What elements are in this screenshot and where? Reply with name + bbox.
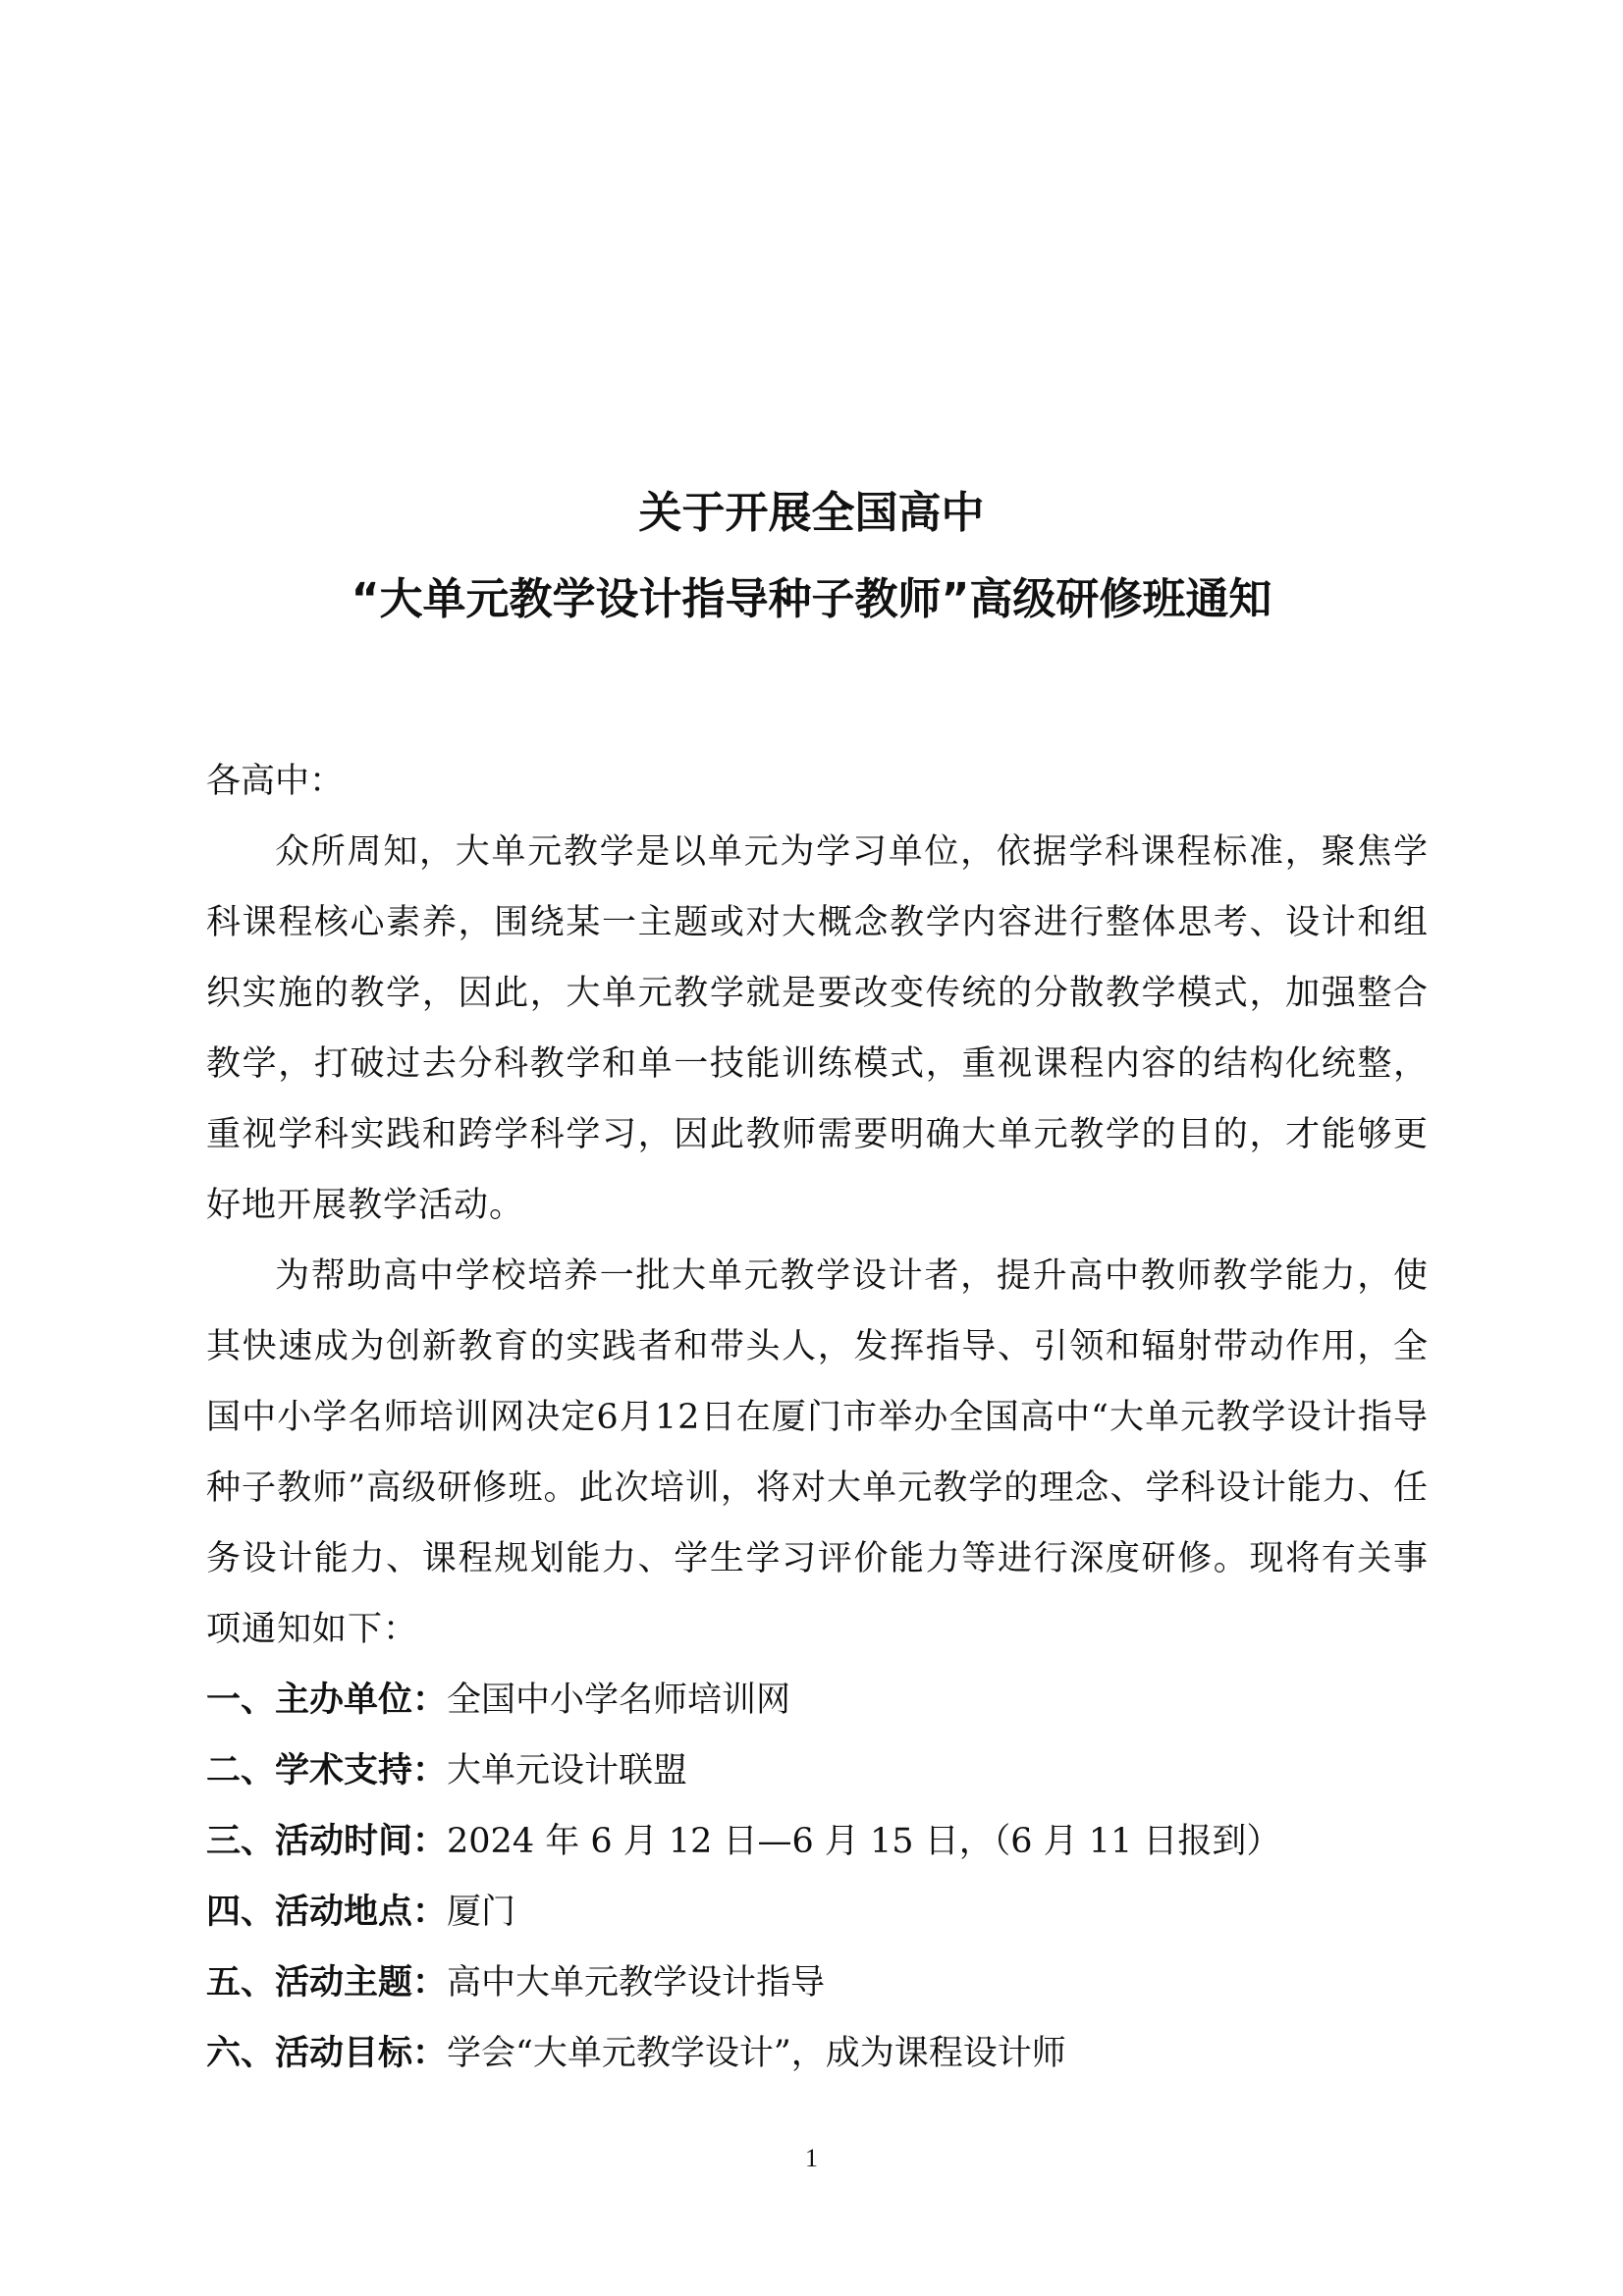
item-label: 三、活动时间：	[206, 1822, 448, 1861]
item-label: 四、活动地点：	[206, 1893, 448, 1932]
salutation: 各高中：	[206, 762, 345, 801]
item-value: 高中大单元教学设计指导	[447, 1963, 826, 2002]
item-label: 二、学术支持：	[206, 1751, 448, 1790]
title-line-1: 关于开展全国高中	[638, 488, 985, 538]
item-activity-time	[206, 1806, 1429, 1877]
item-value: 全国中小学名师培训网	[447, 1681, 791, 1720]
item-activity-location	[206, 1877, 1429, 1948]
item-label: 一、主办单位：	[206, 1681, 448, 1720]
paragraph-intro: 众所周知，大单元教学是以单元为学习单位，依据学科课程标准，聚焦学科课程核心素养，围绕某一主题或对大概念教学内容进行整体思考、设计和组织实施的教学，因此，大单元教学就是要改变传统的分散教学模式，加强整合教学，打破过去分科教学和单一技能训练模式，重视课程内容的结构化统整，重视学科实践和跨学科学习，因此教师需要明确大单元教学的目的，才能够更好地开展教学活动。	[206, 832, 1429, 1225]
document-title	[0, 489, 1623, 624]
item-organizer	[206, 1665, 1429, 1735]
item-label: 六、活动目标：	[206, 2034, 448, 2073]
item-value: 厦门	[447, 1893, 516, 1932]
title-line-2: “大单元教学设计指导种子教师”高级研修班通知	[351, 574, 1272, 624]
item-value: 2024 年 6 月 12 日—6 月 15 日，（6 月 11 日报到）	[447, 1822, 1281, 1861]
item-academic-support	[206, 1735, 1429, 1806]
item-value: 大单元设计联盟	[447, 1751, 688, 1790]
page-number: 1	[805, 2144, 818, 2172]
paragraph-purpose: 为帮助高中学校培养一批大单元教学设计者，提升高中教师教学能力，使其快速成为创新教育的实践者和带头人，发挥指导、引领和辐射带动作用，全国中小学名师培训网决定6月12日在厦门市举办全国高中“大单元教学设计指导种子教师”高级研修班。此次培训，将对大单元教学的理念、学科设计能力、任务设计能力、课程规划能力、学生学习评价能力等进行深度研修。现将有关事项通知如下：	[206, 1256, 1429, 1649]
document-body	[206, 746, 1429, 2089]
item-label: 五、活动主题：	[206, 1963, 448, 2002]
item-activity-theme	[206, 1948, 1429, 2018]
item-value: 学会“大单元教学设计”，成为课程设计师	[447, 2034, 1066, 2073]
item-activity-goal	[206, 2018, 1429, 2089]
